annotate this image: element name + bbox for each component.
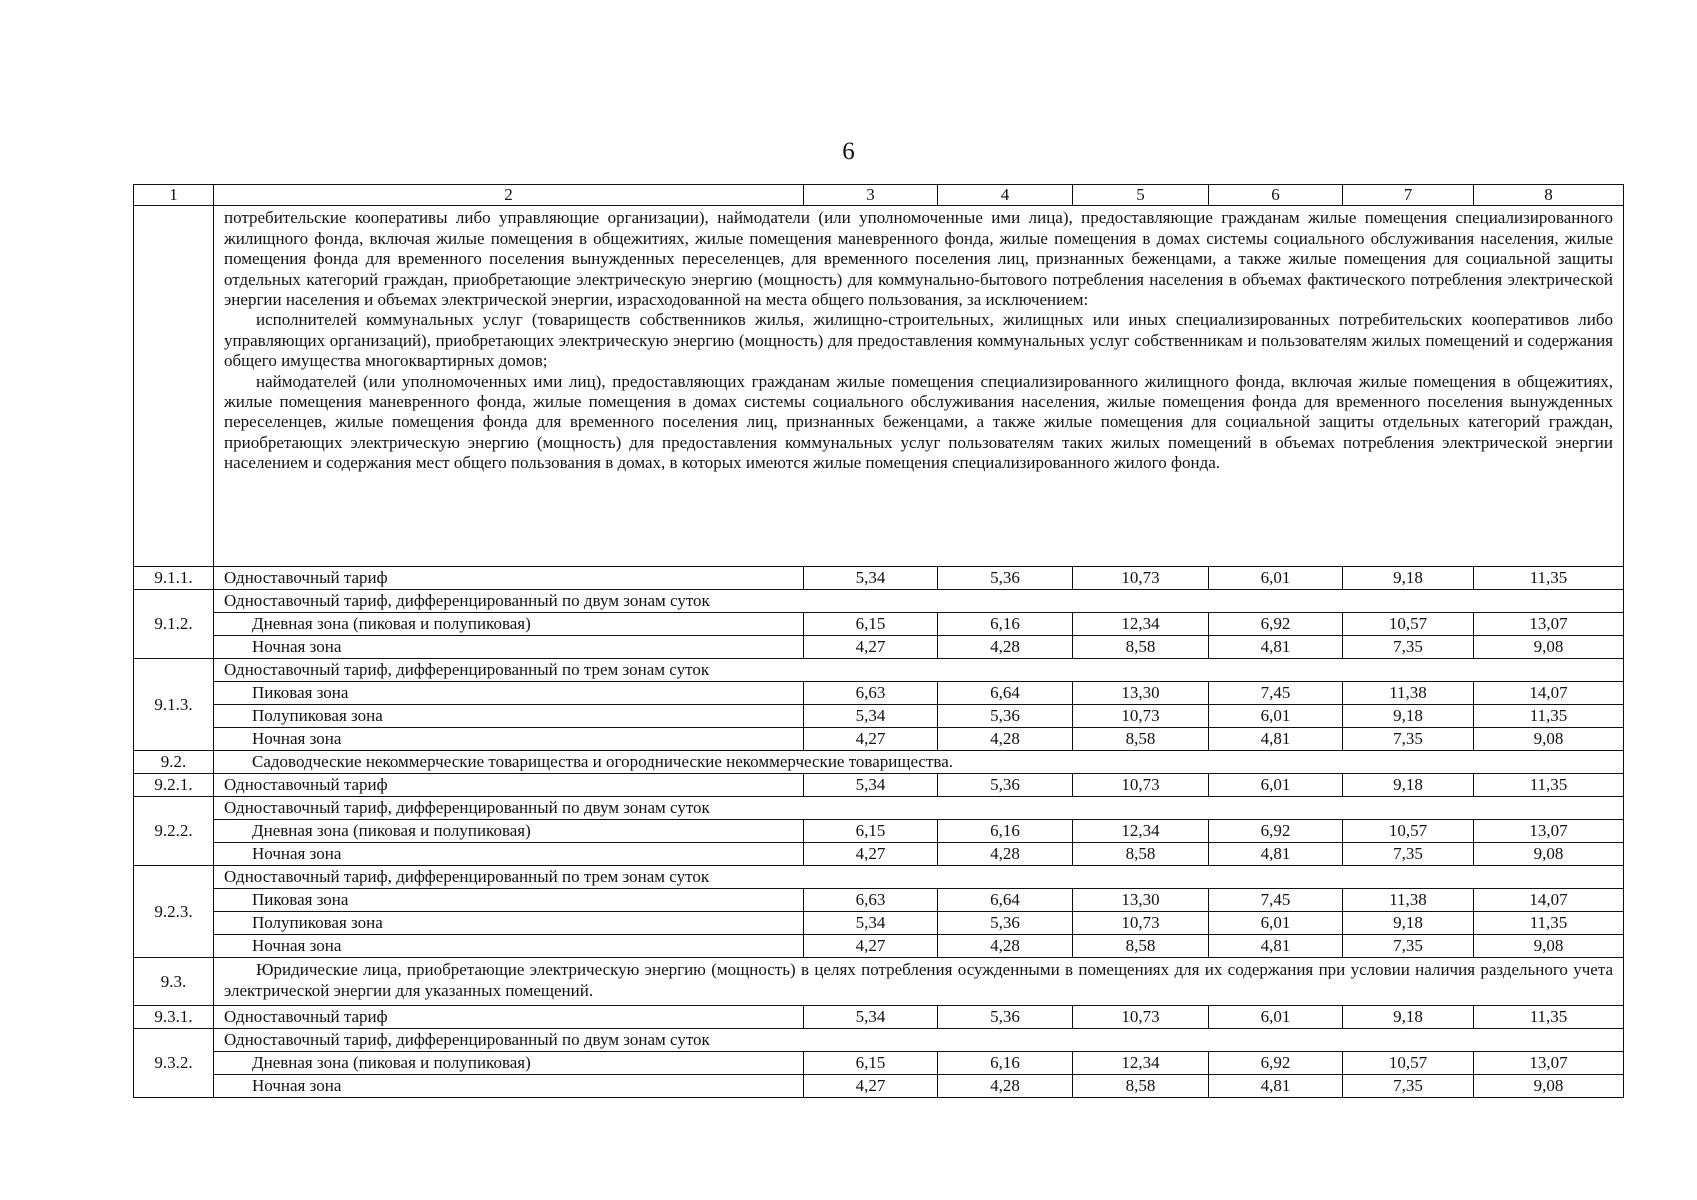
value-cell: 11,35 bbox=[1474, 705, 1624, 728]
row-label: Ночная зона bbox=[214, 1075, 804, 1098]
value-cell: 7,35 bbox=[1343, 843, 1474, 866]
row-label: Ночная зона bbox=[214, 843, 804, 866]
value-cell: 13,30 bbox=[1073, 682, 1209, 705]
row-label: Одноставочный тариф bbox=[214, 1006, 804, 1029]
tariff-table bbox=[133, 184, 1624, 1098]
header-cell: 6 bbox=[1209, 185, 1343, 206]
value-cell: 4,28 bbox=[938, 935, 1073, 958]
value-cell: 8,58 bbox=[1073, 728, 1209, 751]
value-cell: 11,35 bbox=[1474, 1006, 1624, 1029]
category-label: Юридические лица, приобретающие электрическую энергию (мощность) в целях потребления осужденными в помещениях для их содержания при условии наличия раздельного учета электрической энергии для указанных помещений. bbox=[224, 960, 1613, 1000]
table-row bbox=[134, 1006, 1624, 1029]
value-cell: 4,27 bbox=[804, 935, 938, 958]
row-label: Дневная зона (пиковая и полупиковая) bbox=[214, 613, 804, 636]
value-cell: 4,27 bbox=[804, 636, 938, 659]
value-cell: 13,07 bbox=[1474, 613, 1624, 636]
value-cell: 9,08 bbox=[1474, 935, 1624, 958]
value-cell: 14,07 bbox=[1474, 889, 1624, 912]
value-cell: 14,07 bbox=[1474, 682, 1624, 705]
value-cell: 10,73 bbox=[1073, 1006, 1209, 1029]
value-cell: 12,34 bbox=[1073, 613, 1209, 636]
table-row bbox=[134, 935, 1624, 958]
header-cell: 5 bbox=[1073, 185, 1209, 206]
value-cell: 6,63 bbox=[804, 682, 938, 705]
header-cell: 1 bbox=[134, 185, 214, 206]
value-cell: 6,01 bbox=[1209, 912, 1343, 935]
value-cell: 13,07 bbox=[1474, 820, 1624, 843]
value-cell: 9,08 bbox=[1474, 636, 1624, 659]
value-cell: 5,36 bbox=[938, 567, 1073, 590]
value-cell: 13,07 bbox=[1474, 1052, 1624, 1075]
header-cell: 8 bbox=[1474, 185, 1624, 206]
value-cell: 5,34 bbox=[804, 567, 938, 590]
row-label: Полупиковая зона bbox=[214, 912, 804, 935]
row-code: 9.3.2. bbox=[134, 1029, 214, 1098]
value-cell: 4,27 bbox=[804, 728, 938, 751]
value-cell: 8,58 bbox=[1073, 636, 1209, 659]
table-row bbox=[134, 774, 1624, 797]
table-row bbox=[134, 958, 1624, 1006]
value-cell: 9,18 bbox=[1343, 912, 1474, 935]
value-cell: 10,73 bbox=[1073, 912, 1209, 935]
value-cell: 6,01 bbox=[1209, 705, 1343, 728]
table-row bbox=[134, 567, 1624, 590]
value-cell: 4,27 bbox=[804, 1075, 938, 1098]
value-cell: 10,57 bbox=[1343, 1052, 1474, 1075]
group-label: Одноставочный тариф, дифференцированный по трем зонам суток bbox=[214, 659, 1624, 682]
value-cell: 10,57 bbox=[1343, 820, 1474, 843]
value-cell: 9,18 bbox=[1343, 1006, 1474, 1029]
value-cell: 6,01 bbox=[1209, 1006, 1343, 1029]
value-cell: 13,30 bbox=[1073, 889, 1209, 912]
row-code: 9.3.1. bbox=[134, 1006, 214, 1029]
value-cell: 9,18 bbox=[1343, 567, 1474, 590]
row-code: 9.1.1. bbox=[134, 567, 214, 590]
column-number-header bbox=[134, 185, 1624, 206]
value-cell: 5,36 bbox=[938, 1006, 1073, 1029]
table-row bbox=[134, 889, 1624, 912]
value-cell: 9,18 bbox=[1343, 705, 1474, 728]
value-cell: 7,35 bbox=[1343, 1075, 1474, 1098]
value-cell: 5,34 bbox=[804, 1006, 938, 1029]
value-cell: 7,45 bbox=[1209, 682, 1343, 705]
row-label: Пиковая зона bbox=[214, 682, 804, 705]
header-cell: 4 bbox=[938, 185, 1073, 206]
value-cell: 4,28 bbox=[938, 636, 1073, 659]
row-label: Дневная зона (пиковая и полупиковая) bbox=[214, 1052, 804, 1075]
intro-paragraph: потребительские кооперативы либо управляющие организации), наймодатели (или уполномоченные ими лица), предоставляющие гражданам жилые помещения специализированного жилищного фонда, включая жилые помещения в общежитиях, жилые помещения маневренного фонда, жилые помещения в домах системы социального обслуживания населения, жилые помещения фонда для временного поселения вынужденных переселенцев, для временного поселения лиц, признанных беженцами, а также жилые помещения для социальной защиты отдельных категорий граждан, приобретающие электрическую энергию (мощность) для коммунально-бытового потребления населения в объемах фактического потребления электрической энергии населения и объемах электрической энергии, израсходованной на места общего пользования, за исключением: bbox=[224, 208, 1613, 309]
intro-text-cell bbox=[214, 206, 1624, 567]
value-cell: 6,92 bbox=[1209, 1052, 1343, 1075]
value-cell: 12,34 bbox=[1073, 820, 1209, 843]
table-row bbox=[134, 1029, 1624, 1052]
intro-paragraph: исполнителей коммунальных услуг (товариществ собственников жилья, жилищно-строительных, жилищных или иных специализированных потребительских кооперативов либо управляющих организаций), приобретающих электрическую энергию (мощность) для предоставления коммунальных услуг собственникам и пользователям жилых помещений и содержания общего имущества многоквартирных домов; bbox=[224, 310, 1613, 371]
value-cell: 4,81 bbox=[1209, 728, 1343, 751]
value-cell: 6,16 bbox=[938, 1052, 1073, 1075]
row-code: 9.3. bbox=[134, 958, 214, 1006]
category-label: Садоводческие некоммерческие товарищества и огороднические некоммерческие товарищества. bbox=[214, 751, 1624, 774]
empty-code-cell bbox=[134, 206, 214, 567]
value-cell: 4,28 bbox=[938, 728, 1073, 751]
value-cell: 6,16 bbox=[938, 820, 1073, 843]
table-row bbox=[134, 1075, 1624, 1098]
row-code: 9.1.2. bbox=[134, 590, 214, 659]
group-label: Одноставочный тариф, дифференцированный по двум зонам суток bbox=[214, 590, 1624, 613]
value-cell: 7,45 bbox=[1209, 889, 1343, 912]
value-cell: 9,08 bbox=[1474, 1075, 1624, 1098]
value-cell: 4,81 bbox=[1209, 1075, 1343, 1098]
value-cell: 8,58 bbox=[1073, 843, 1209, 866]
value-cell: 8,58 bbox=[1073, 1075, 1209, 1098]
table-row bbox=[134, 728, 1624, 751]
value-cell: 11,38 bbox=[1343, 889, 1474, 912]
value-cell: 10,73 bbox=[1073, 774, 1209, 797]
table-row bbox=[134, 797, 1624, 820]
value-cell: 12,34 bbox=[1073, 1052, 1209, 1075]
value-cell: 9,08 bbox=[1474, 843, 1624, 866]
row-label: Ночная зона bbox=[214, 935, 804, 958]
value-cell: 11,35 bbox=[1474, 567, 1624, 590]
value-cell: 6,01 bbox=[1209, 567, 1343, 590]
page-number: 6 bbox=[842, 138, 855, 165]
row-code: 9.2.1. bbox=[134, 774, 214, 797]
value-cell: 4,81 bbox=[1209, 935, 1343, 958]
value-cell: 9,08 bbox=[1474, 728, 1624, 751]
value-cell: 10,57 bbox=[1343, 613, 1474, 636]
header-cell: 2 bbox=[214, 185, 804, 206]
value-cell: 11,35 bbox=[1474, 774, 1624, 797]
table-row bbox=[134, 636, 1624, 659]
value-cell: 5,36 bbox=[938, 912, 1073, 935]
table-row bbox=[134, 705, 1624, 728]
table-row bbox=[134, 613, 1624, 636]
row-label: Одноставочный тариф bbox=[214, 567, 804, 590]
value-cell: 6,64 bbox=[938, 889, 1073, 912]
table-row bbox=[134, 820, 1624, 843]
row-label: Полупиковая зона bbox=[214, 705, 804, 728]
value-cell: 5,34 bbox=[804, 705, 938, 728]
value-cell: 4,81 bbox=[1209, 636, 1343, 659]
value-cell: 6,92 bbox=[1209, 613, 1343, 636]
row-code: 9.2.2. bbox=[134, 797, 214, 866]
table-row bbox=[134, 590, 1624, 613]
group-label: Одноставочный тариф, дифференцированный по двум зонам суток bbox=[214, 797, 1624, 820]
table-row bbox=[134, 659, 1624, 682]
value-cell: 6,15 bbox=[804, 613, 938, 636]
value-cell: 4,28 bbox=[938, 843, 1073, 866]
value-cell: 7,35 bbox=[1343, 935, 1474, 958]
value-cell: 5,34 bbox=[804, 774, 938, 797]
value-cell: 7,35 bbox=[1343, 728, 1474, 751]
intro-row bbox=[134, 206, 1624, 567]
row-label: Ночная зона bbox=[214, 728, 804, 751]
value-cell: 6,63 bbox=[804, 889, 938, 912]
row-label: Дневная зона (пиковая и полупиковая) bbox=[214, 820, 804, 843]
row-code: 9.2.3. bbox=[134, 866, 214, 958]
table-row bbox=[134, 751, 1624, 774]
category-text-cell bbox=[214, 958, 1624, 1006]
value-cell: 5,34 bbox=[804, 912, 938, 935]
value-cell: 6,16 bbox=[938, 613, 1073, 636]
value-cell: 4,81 bbox=[1209, 843, 1343, 866]
value-cell: 6,92 bbox=[1209, 820, 1343, 843]
row-label: Одноставочный тариф bbox=[214, 774, 804, 797]
value-cell: 10,73 bbox=[1073, 567, 1209, 590]
row-label: Ночная зона bbox=[214, 636, 804, 659]
value-cell: 6,01 bbox=[1209, 774, 1343, 797]
value-cell: 8,58 bbox=[1073, 935, 1209, 958]
value-cell: 11,38 bbox=[1343, 682, 1474, 705]
value-cell: 6,15 bbox=[804, 820, 938, 843]
value-cell: 6,15 bbox=[804, 1052, 938, 1075]
value-cell: 5,36 bbox=[938, 705, 1073, 728]
table-row bbox=[134, 1052, 1624, 1075]
table-row bbox=[134, 843, 1624, 866]
value-cell: 4,27 bbox=[804, 843, 938, 866]
row-code: 9.1.3. bbox=[134, 659, 214, 751]
row-code: 9.2. bbox=[134, 751, 214, 774]
value-cell: 5,36 bbox=[938, 774, 1073, 797]
header-cell: 7 bbox=[1343, 185, 1474, 206]
value-cell: 10,73 bbox=[1073, 705, 1209, 728]
value-cell: 7,35 bbox=[1343, 636, 1474, 659]
group-label: Одноставочный тариф, дифференцированный по двум зонам суток bbox=[214, 1029, 1624, 1052]
value-cell: 4,28 bbox=[938, 1075, 1073, 1098]
intro-paragraph: наймодателей (или уполномоченных ими лиц), предоставляющих гражданам жилые помещения специализированного жилищного фонда, включая жилые помещения в общежитиях, жилые помещения маневренного фонда, жилые помещения в домах системы социального обслуживания населения, жилые помещения фонда для временного поселения вынужденных переселенцев, жилые помещения фонда для временного поселения лиц, признанных беженцами, а также жилые помещения для социальной защиты отдельных категорий граждан, приобретающих электрическую энергию (мощность) для предоставления коммунальных услуг пользователям таких жилых помещений в объемах потребления электрической энергии населением и содержания мест общего пользования в домах, в которых имеются жилые помещения специализированного жилого фонда. bbox=[224, 371, 1613, 473]
header-cell: 3 bbox=[804, 185, 938, 206]
table-row bbox=[134, 912, 1624, 935]
value-cell: 9,18 bbox=[1343, 774, 1474, 797]
table-row bbox=[134, 682, 1624, 705]
group-label: Одноставочный тариф, дифференцированный по трем зонам суток bbox=[214, 866, 1624, 889]
value-cell: 6,64 bbox=[938, 682, 1073, 705]
row-label: Пиковая зона bbox=[214, 889, 804, 912]
table-row bbox=[134, 866, 1624, 889]
value-cell: 11,35 bbox=[1474, 912, 1624, 935]
